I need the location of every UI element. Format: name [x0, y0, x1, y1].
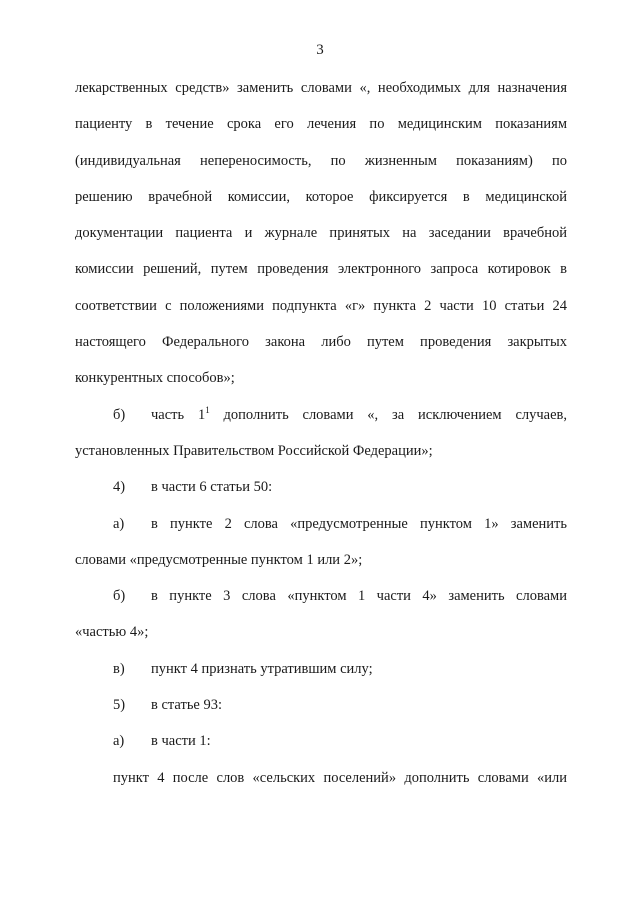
subitem-text — [151, 401, 567, 429]
subitem-text-start: часть 1 — [151, 406, 206, 423]
subitem-b-part1 — [75, 401, 567, 437]
text-line: решению врачебной комиссии, которое фиксируется в медицинской — [75, 188, 567, 205]
list-marker: б) — [113, 588, 126, 605]
point-4 — [75, 473, 567, 509]
text-line: соответствии с положениями подпункта «г» пункта 2 части 10 статьи 24 — [75, 297, 567, 314]
list-marker: 5) — [113, 697, 126, 714]
subitem-text: в части 1: — [151, 733, 211, 750]
subitem-v-point-4 — [75, 655, 567, 691]
subitem-b-point-3 — [75, 582, 567, 618]
subitem-a-part-1 — [75, 727, 567, 763]
text-line: документации пациента и журнале принятых на заседании врачебной — [75, 225, 567, 242]
text-line: комиссии решений, путем проведения электронного запроса котировок в — [75, 261, 567, 278]
subitem-text: в пункте 3 слова «пунктом 1 части 4» заменить словами — [151, 588, 567, 605]
list-marker: а) — [113, 515, 125, 532]
text-line: словами «предусмотренные пунктом 1 или 2»; — [75, 551, 363, 568]
document-body — [75, 74, 567, 800]
text-line: пункт 4 после слов «сельских поселений» дополнить словами «или — [113, 769, 567, 786]
list-marker: в) — [113, 660, 125, 677]
subitem-a-point-2 — [75, 510, 567, 546]
subitem-text: пункт 4 признать утратившим силу; — [151, 660, 373, 677]
list-marker: б) — [113, 406, 126, 423]
list-marker: 4) — [113, 479, 126, 496]
text-line: «частью 4»; — [75, 624, 149, 641]
text-line: пациенту в течение срока его лечения по медицинским показаниям — [75, 116, 567, 133]
superscript: 1 — [205, 404, 210, 415]
point-text: в статье 93: — [151, 697, 223, 714]
text-line: установленных Правительством Российской Федерации»; — [75, 442, 433, 459]
text-line: настоящего Федерального закона либо путем проведения закрытых — [75, 334, 567, 351]
point-5 — [75, 691, 567, 727]
point-text: в части 6 статьи 50: — [151, 479, 273, 496]
page-number: 3 — [316, 42, 324, 58]
subitem-text-rest: дополнить словами «, за исключением случаев, — [209, 406, 567, 423]
text-line: лекарственных средств» заменить словами «, необходимых для назначения — [75, 80, 567, 96]
text-line: (индивидуальная непереносимость, по жизненным показаниям) по — [75, 152, 567, 169]
text-line: конкурентных способов»; — [75, 370, 235, 387]
list-marker: а) — [113, 733, 125, 750]
subitem-text: в пункте 2 слова «предусмотренные пунктом 1» заменить — [151, 515, 567, 532]
